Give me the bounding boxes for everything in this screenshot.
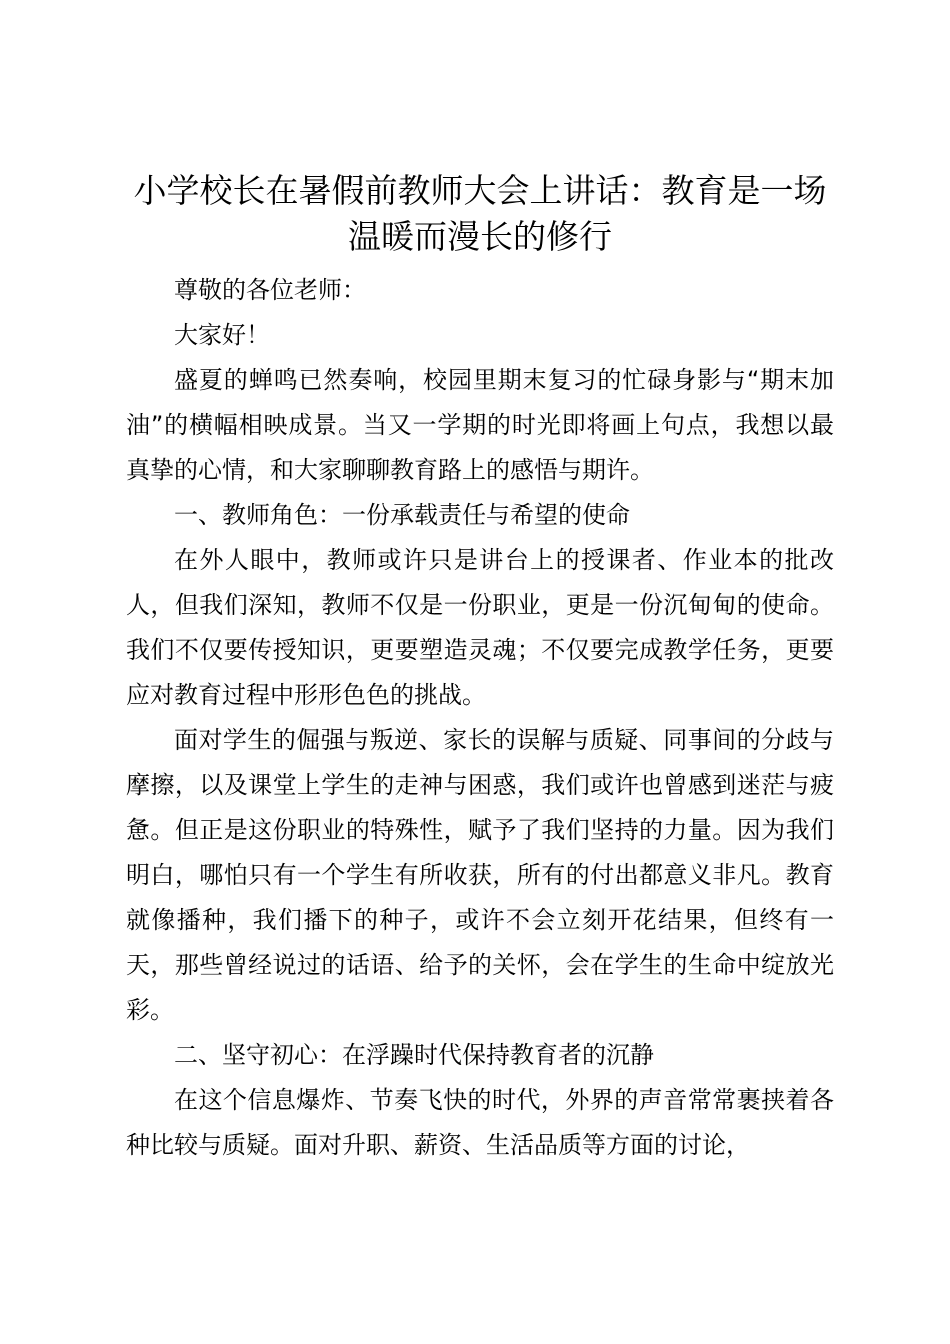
- intro-paragraph: 盛夏的蝉鸣已然奏响，校园里期末复习的忙碌身影与“期末加油”的横幅相映成景。当又一学期的时光即将画上句点，我想以最真挚的心情，和大家聊聊教育路上的感悟与期许。: [126, 366, 834, 484]
- section-heading-1: 一、教师角色：一份承载责任与希望的使命: [174, 501, 630, 529]
- document-title: 小学校长在暑假前教师大会上讲话：教育是一场温暖而漫长的修行: [133, 171, 827, 256]
- body-paragraph: 面对学生的倔强与叛逆、家长的误解与质疑、同事间的分歧与摩擦，以及课堂上学生的走神与困惑，我们或许也曾感到迷茫与疲惫。但正是这份职业的特殊性，赋予了我们坚持的力量。因为我们明白，哪怕只有一个学生有所收获，所有的付出都意义非凡。教育就像播种，我们播下的种子，或许不会立刻开花结果，但终有一天，那些曾经说过的话语、给予的关怀，会在学生的生命中绽放光彩。: [126, 726, 834, 1024]
- greeting: 大家好！: [174, 321, 270, 349]
- document-body: [126, 268, 834, 1168]
- salutation: 尊敬的各位老师：: [174, 276, 366, 304]
- section-heading-2: 二、坚守初心：在浮躁时代保持教育者的沉静: [174, 1041, 654, 1069]
- document-page: [126, 168, 834, 1168]
- body-paragraph: 在这个信息爆炸、节奏飞快的时代，外界的声音常常裹挟着各种比较与质疑。面对升职、薪资、生活品质等方面的讨论，: [126, 1086, 834, 1159]
- body-paragraph: 在外人眼中，教师或许只是讲台上的授课者、作业本的批改人，但我们深知，教师不仅是一份职业，更是一份沉甸甸的使命。我们不仅要传授知识，更要塑造灵魂；不仅要完成教学任务，更要应对教育过程中形形色色的挑战。: [126, 546, 834, 709]
